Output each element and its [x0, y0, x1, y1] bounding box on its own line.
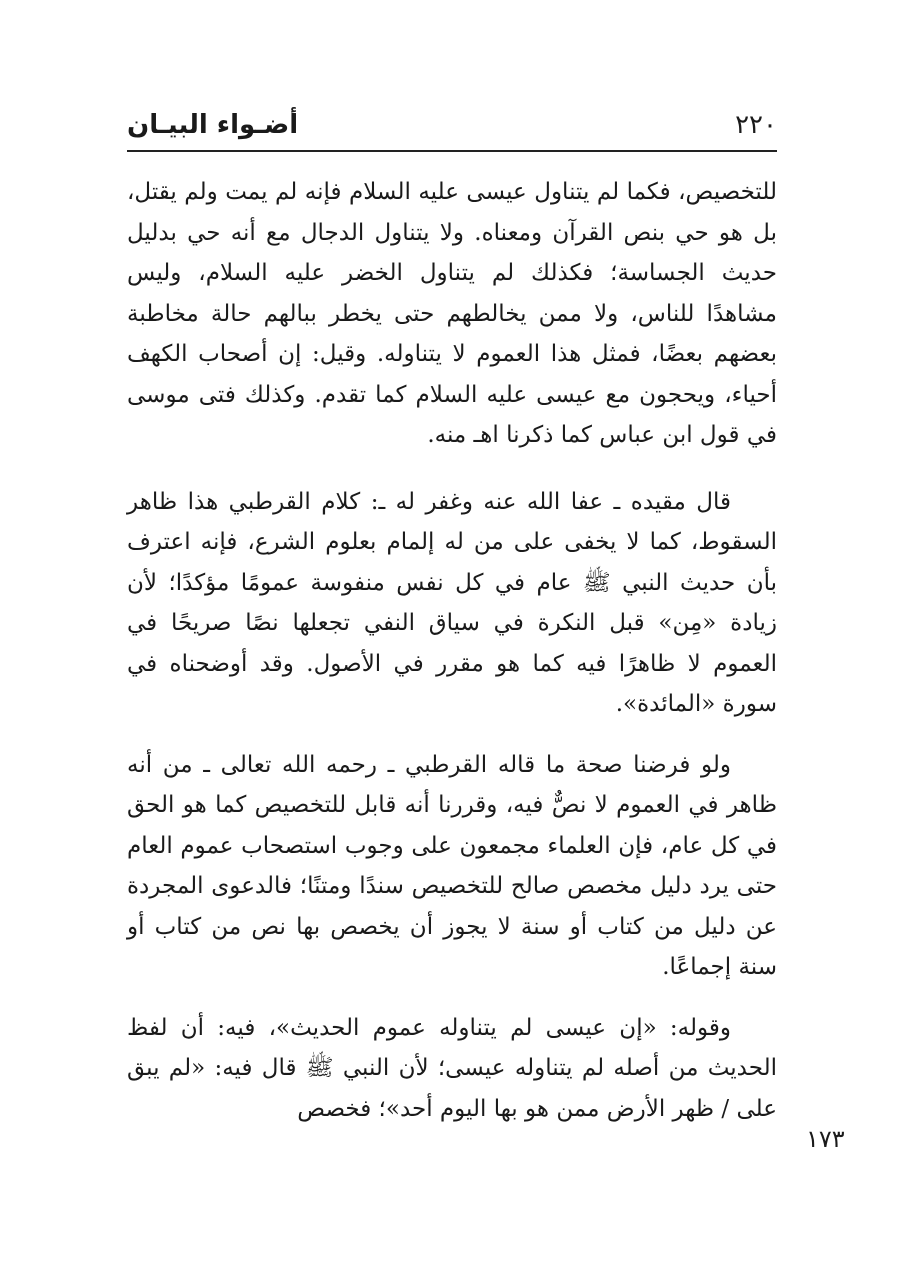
paragraph: للتخصيص، فكما لم يتناول عيسى عليه السلام فإنه لم يمت ولم يقتل، بل هو حي بنص القرآن ومعناه. ولا يتناول الدجال مع أنه حي بدليل حديث الجساسة؛ فكذلك لم يتناول الخضر عليه السلام، وليس مشاهدًا للناس، ولا ممن يخالطهم حتى يخطر ببالهم حالة مخاطبة بعضهم بعضًا، فمثل هذا العموم لا يتناوله. وقيل: إن أصحاب الكهف أحياء، ويحجون مع عيسى عليه السلام كما تقدم. وكذلك فتى موسى في قول ابن عباس كما ذكرنا اهـ منه.: [127, 179, 777, 448]
page-number: ٢٢٠: [735, 110, 777, 140]
page-header: [127, 104, 777, 152]
book-title: أضـواء البيـان: [127, 110, 299, 140]
paragraph: ولو فرضنا صحة ما قاله القرطبي ـ رحمه الله تعالى ـ من أنه ظاهر في العموم لا نصٌّ فيه، وقررنا أنه قابل للتخصيص كما هو الحق في كل عام، فإن العلماء مجمعون على وجوب استصحاب عموم العام حتى يرد دليل مخصص صالح للتخصيص سندًا ومتنًا؛ فالدعوى المجردة عن دليل من كتاب أو سنة لا يجوز أن يخصص بها نص من كتاب أو سنة إجماعًا.: [127, 751, 777, 980]
paragraph: وقوله: «إن عيسى لم يتناوله عموم الحديث»، فيه: أن لفظ الحديث من أصله لم يتناوله عيسى؛ لأن النبي ﷺ قال فيه: «لم يبق على / ظهر الأرض ممن هو بها اليوم أحد»؛ فخصص: [127, 1014, 777, 1122]
page-body: [127, 172, 777, 1149]
paragraph: قال مقيده ـ عفا الله عنه وغفر له ـ: كلام القرطبي هذا ظاهر السقوط، كما لا يخفى على من له إلمام بعلوم الشرع، فإنه اعترف بأن حديث النبي ﷺ عام في كل نفس منفوسة عمومًا مؤكدًا؛ لأن زيادة «مِن» قبل النكرة في سياق النفي تجعلها نصًا صريحًا في العموم لا ظاهرًا فيه كما هو مقرر في الأصول. وقد أوضحناه في سورة «المائدة».: [127, 488, 777, 717]
original-page-number: ١٧٣: [806, 1125, 845, 1153]
